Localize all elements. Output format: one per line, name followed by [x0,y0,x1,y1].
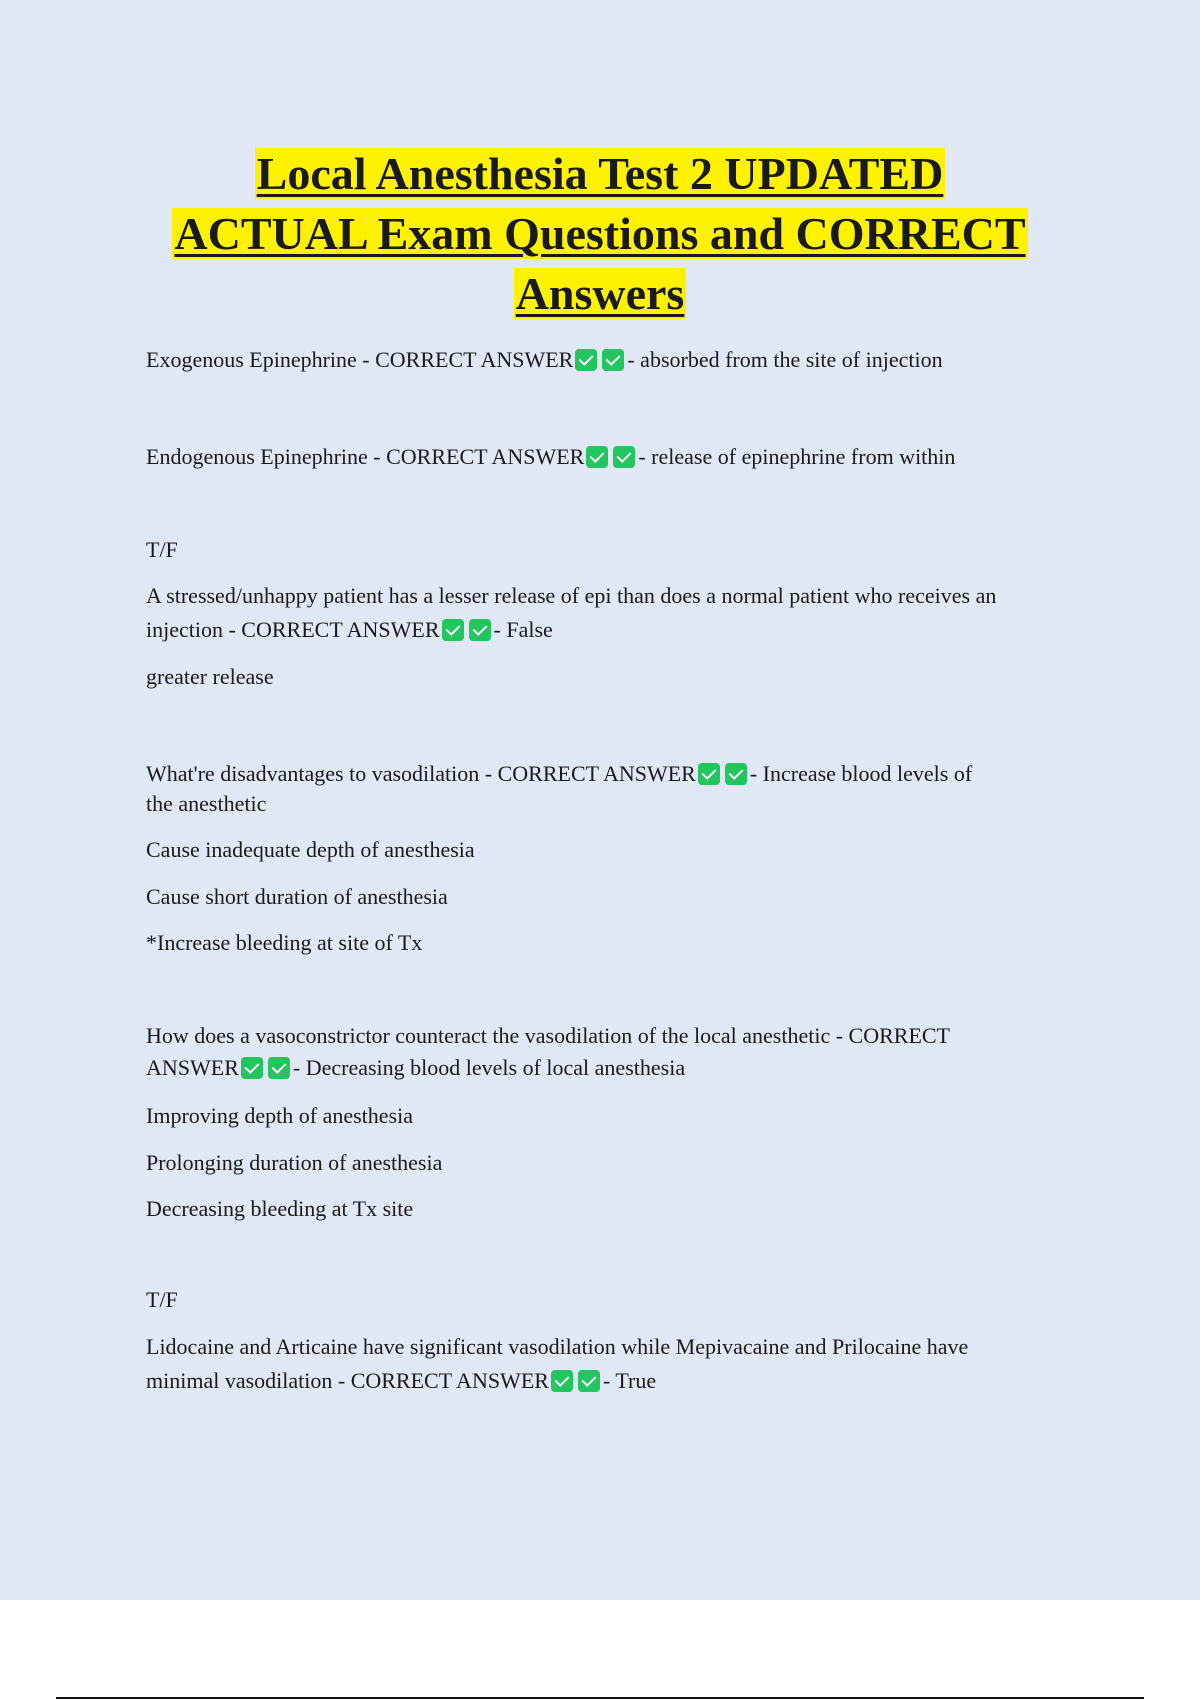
correct-answer-marker: - CORRECT ANSWER [373,444,585,469]
answer-detail: greater release [146,664,274,689]
title-line-1: Local Anesthesia Test 2 UPDATED [256,148,944,199]
check-box-icon [551,1370,573,1392]
answer-detail: Improving depth of anesthesia [146,1103,413,1128]
check-box-icon [442,619,464,641]
answer-detail: Cause inadequate depth of anesthesia [146,837,475,862]
correct-answer-marker: - CORRECT ANSWER [337,1368,549,1393]
answer-text: - False [493,617,553,642]
correct-answer-marker: - CORRECT ANSWER [484,761,696,786]
qa-item-vasodilation-disadvantages [146,758,1086,790]
question-line: A stressed/unhappy patient has a lesser release of epi than does a normal patient who receives an [146,583,997,608]
title-line-2: ACTUAL Exam Questions and CORRECT [174,208,1026,259]
check-box-icon [613,446,635,468]
tf-label: T/F [146,1287,178,1312]
question-text: Endogenous Epinephrine [146,444,368,469]
qa-item-endogenous [146,441,1086,473]
document-title [100,144,1100,324]
question-text: ANSWER [146,1055,239,1080]
answer-detail: Cause short duration of anesthesia [146,884,448,909]
answer-continuation: the anesthetic [146,791,267,816]
footer-divider [56,1697,1144,1699]
check-box-icon [241,1057,263,1079]
question-text: minimal vasodilation [146,1368,333,1393]
qa-item-lidocaine [146,1365,1086,1397]
question-text: injection [146,617,223,642]
answer-text: - Increase blood levels of [749,761,973,786]
question-line: Lidocaine and Articaine have significant vasodilation while Mepivacaine and Prilocaine have [146,1334,969,1359]
qa-item-exogenous [146,344,1086,376]
check-box-icon [725,763,747,785]
answer-text: - Decreasing blood levels of local anesthesia [292,1055,686,1080]
check-box-icon [575,349,597,371]
answer-detail: Decreasing bleeding at Tx site [146,1196,414,1221]
tf-label: T/F [146,537,178,562]
check-box-icon [586,446,608,468]
check-box-icon [698,763,720,785]
check-box-icon [268,1057,290,1079]
question-text: Exogenous Epinephrine [146,347,357,372]
correct-answer-marker: - CORRECT ANSWER [228,617,440,642]
answer-detail: Prolonging duration of anesthesia [146,1150,443,1175]
check-box-icon [578,1370,600,1392]
question-text: What're disadvantages to vasodilation [146,761,480,786]
title-line-3: Answers [515,268,685,319]
check-box-icon [469,619,491,641]
question-line: How does a vasoconstrictor counteract the vasodilation of the local anesthetic - CORRECT [146,1023,950,1048]
correct-answer-marker: - CORRECT ANSWER [362,347,574,372]
answer-text: - absorbed from the site of injection [627,347,943,372]
qa-item-stressed-patient [146,614,1086,646]
answer-text: - release of epinephrine from within [638,444,956,469]
answer-text: - True [602,1368,657,1393]
answer-detail: *Increase bleeding at site of Tx [146,930,423,955]
qa-item-vasoconstrictor [146,1052,1086,1084]
check-box-icon [602,349,624,371]
